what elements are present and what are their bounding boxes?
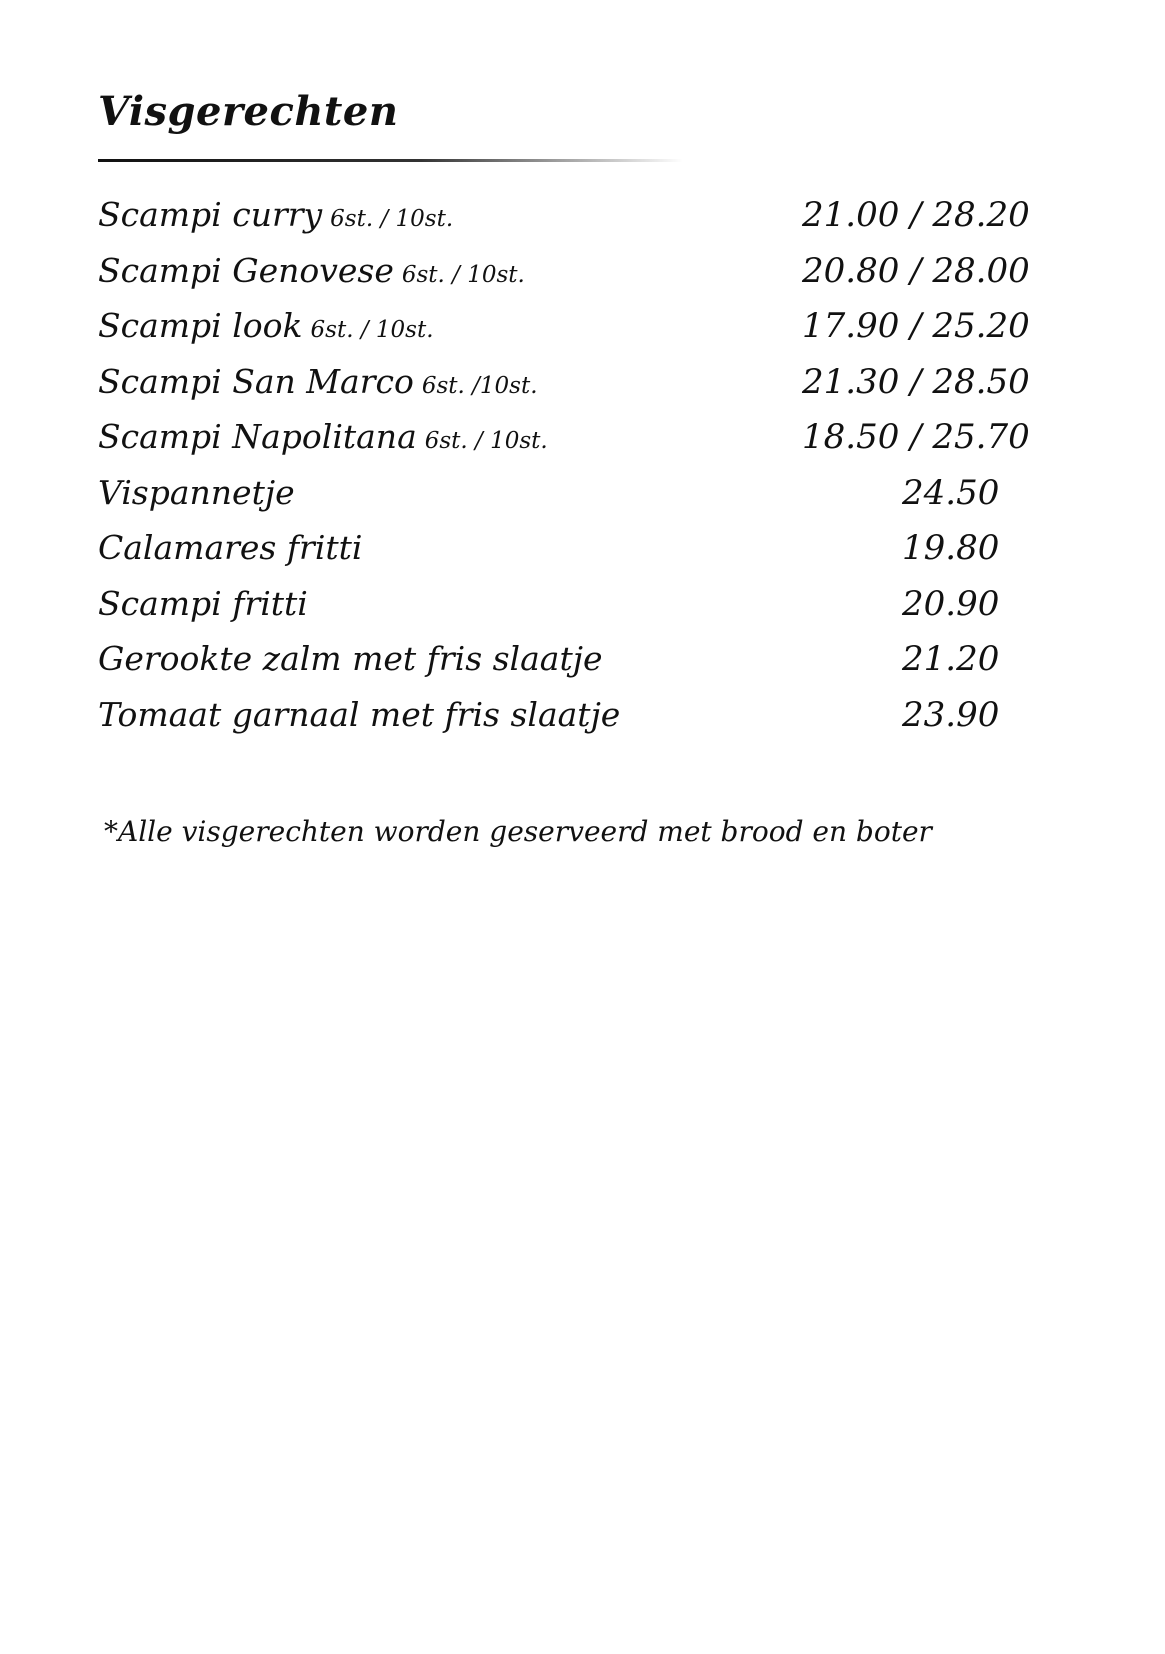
item-name: Scampi San Marco [98,361,414,401]
item-name: Vispannetje [98,472,295,512]
menu-item-vispannetje [98,471,1058,527]
item-portion: 6st. / 10st. [330,206,454,232]
item-name-wrapper [98,360,538,408]
item-price: 21.20 [902,639,1000,679]
item-price: 19.80 [902,528,1000,568]
item-name: Tomaat garnaal met fris slaatje [98,694,621,734]
item-portion: 6st. / 10st. [310,317,434,343]
item-portion: 6st. /10st. [421,372,538,399]
item-name: Scampi Genovese [98,250,394,290]
item-name: Scampi curry [98,195,323,234]
menu-item-scampi-genovese [98,249,1058,305]
item-price: 24.50 [902,472,1000,513]
menu-item-scampi-curry [98,193,1058,249]
item-portion: 6st. / 10st. [424,428,548,454]
menu-item-scampi-napolitana [98,415,1058,471]
title-underline [98,159,683,162]
item-portion: 6st. / 10st. [401,261,525,288]
item-name: Scampi fritti [98,583,308,623]
item-price: 20.90 [902,583,1000,624]
item-name-wrapper [98,304,434,352]
item-name-wrapper [98,415,548,463]
item-price: 21.00 / 28.20 [802,195,1030,235]
menu-item-scampi-san-marco [98,360,1058,416]
item-name: Calamares fritti [98,528,363,567]
item-price: 17.90 / 25.20 [802,306,1030,346]
menu-item-tomaat-garnaal [98,693,1058,749]
item-name: Scampi look [98,306,303,345]
menu-item-gerookte-zalm [98,637,1058,693]
menu-item-calamares-fritti [98,526,1058,582]
item-price: 20.80 / 28.00 [802,250,1030,291]
item-price: 18.50 / 25.70 [802,417,1030,457]
item-name: Gerookte zalm met fris slaatje [98,639,603,678]
item-name-wrapper [98,249,525,297]
footnote: *Alle visgerechten worden geserveerd met brood en boter [104,815,932,848]
item-price: 21.30 / 28.50 [802,361,1030,402]
item-price: 23.90 [902,694,1000,735]
menu-list [98,193,1058,748]
item-name: Scampi Napolitana [98,417,417,456]
item-name-wrapper [98,193,453,241]
menu-item-scampi-fritti [98,582,1058,638]
menu-item-scampi-look [98,304,1058,360]
page-title: Visgerechten [98,88,399,135]
